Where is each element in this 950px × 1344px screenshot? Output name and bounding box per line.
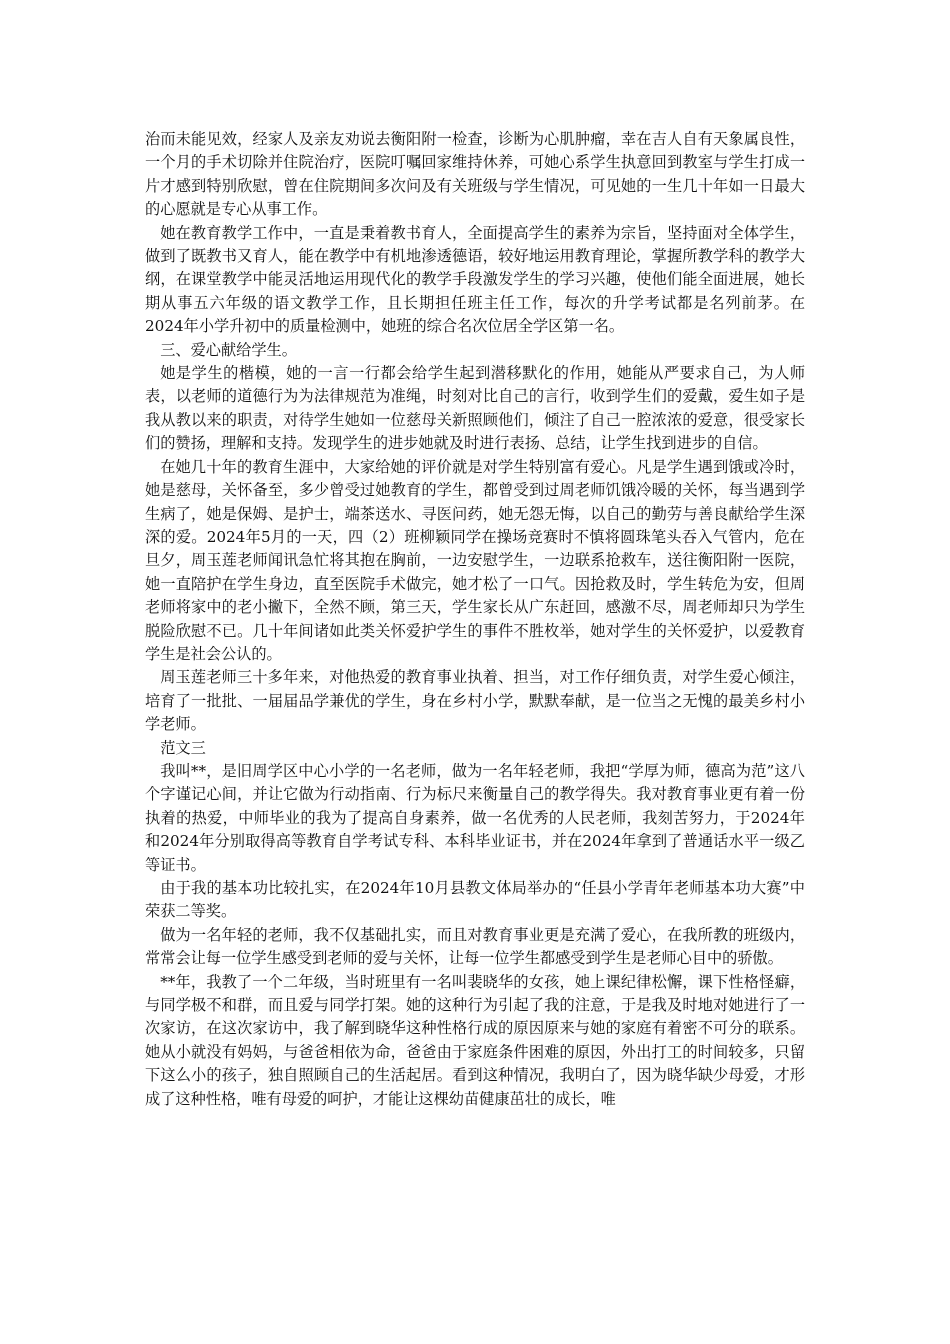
paragraph: 周玉莲老师三十多年来，对他热爱的教育事业执着、担当，对工作仔细负责，对学生爱心倾注，培育了一批批、一届届品学兼优的学生，身在乡村小学，默默奉献，是一位当之无愧的最美乡村小学老师。 xyxy=(145,668,805,734)
paragraph: 由于我的基本功比较扎实，在2024年10月县教文体局举办的“任县小学青年老师基本功大赛”中荣获二等奖。 xyxy=(145,879,805,921)
paragraph: 她在教育教学工作中，一直是秉着教书育人，全面提高学生的素养为宗旨，坚持面对全体学生，做到了既教书又育人，能在教学中有机地渗透德语，较好地运用教育理论，掌握所教学科的教学大纲，在课堂教学中能灵活地运用现代化的教学手段激发学生的学习兴趣，使他们能全面进展，她长期从事五六年级的语文教学工作，且长期担任班主任工作，每次的升学考试都是名列前茅。在2024年小学升初中的质量检测中，她班的综合名次位居全学区第一名。 xyxy=(145,223,805,336)
section-heading: 三、爱心献给学生。 xyxy=(160,340,297,359)
paragraph: 治而未能见效，经家人及亲友劝说去衡阳附一检查，诊断为心肌肿瘤，幸在吉人自有天象属良性，一个月的手术切除并住院治疗，医院叮嘱回家维持休养，可她心系学生执意回到教室与学生打成一片才感到特别欣慰，曾在住院期间多次问及有关班级与学生情况，可见她的一生几十年如一日最大的心愿就是专心从事工作。 xyxy=(145,130,805,219)
paragraph: 做为一名年轻的老师，我不仅基础扎实，而且对教育事业更是充满了爱心，在我所教的班级内，常常会让每一位学生感受到老师的爱与关怀，让每一位学生都感受到学生是老师心目中的骄傲。 xyxy=(145,925,805,968)
paragraph: 在她几十年的教育生涯中，大家给她的评价就是对学生特别富有爱心。凡是学生遇到饿或冷时，她是慈母，关怀备至，多少曾受过她教育的学生，都曾受到过周老师饥饿冷暖的关怀，每当遇到学生病了，她是保姆、是护士，端茶送水、寻医问药，她无怨无悔，以自己的勤劳与善良献给学生深深的爱。2024年5月的一天，四（2）班柳颖同学在操场竞赛时不慎将圆珠笔头吞入气管内，危在旦夕，周玉莲老师闻讯急忙将其抱在胸前，一边安慰学生，一边联系抢救车，送往衡阳附一医院，她一直陪护在学生身边，直至医院手术做完，她才松了一口气。因抢救及时，学生转危为安，但周老师将家中的老小撇下，全然不顾，第三天，学生家长从广东赶回，感激不尽，周老师却只为学生脱险欣慰不已。几十年间诸如此类关怀爱护学生的事件不胜枚举，她对学生的关怀爱护，以爱教育学生是社会公认的。 xyxy=(145,457,805,663)
paragraph: 她是学生的楷模，她的一言一行都会给学生起到潜移默化的作用，她能从严要求自己，为人师表，以老师的道德行为为法律规范为准绳，时刻对比自己的言行，收到学生们的爱戴，爱生如子是我从教以来的职责，对待学生她如一位慈母关新照顾他们，倾注了自己一腔浓浓的爱意，很受家长们的赞扬，理解和支持。发现学生的进步她就及时进行表扬、总结，让学生找到进步的自信。 xyxy=(145,364,805,453)
document-body xyxy=(145,128,805,1111)
section-heading: 范文三 xyxy=(160,738,206,757)
paragraph: 我叫**，是旧周学区中心小学的一名老师，做为一名年轻老师，我把“学厚为师，德高为范”这八个字谨记心间，并让它做为行动指南、行为标尺来衡量自己的教学得失。我对教育事业更有着一份执着的热爱，中师毕业的我为了提高自身素养，做一名优秀的人民老师，我刻苦努力，于2024年和2024年分别取得高等教育自学考试专科、本科毕业证书，并在2024年拿到了普通话水平一级乙等证书。 xyxy=(145,761,805,874)
paragraph: **年，我教了一个二年级，当时班里有一名叫裴晓华的女孩，她上课纪律松懈，课下性格怪癖，与同学极不和群，而且爱与同学打架。她的这种行为引起了我的注意，于是我及时地对她进行了一次家访，在这次家访中，我了解到晓华这种性格行成的原因原来与她的家庭有着密不可分的联系。她从小就没有妈妈，与爸爸相依为命，爸爸由于家庭条件困难的原因，外出打工的时间较多，只留下这么小的孩子，独自照顾自己的生活起居。看到这种情况，我明白了，因为晓华缺少母爱，才形成了这种性格，唯有母爱的呵护，才能让这棵幼苗健康茁壮的成长，唯 xyxy=(145,972,805,1108)
